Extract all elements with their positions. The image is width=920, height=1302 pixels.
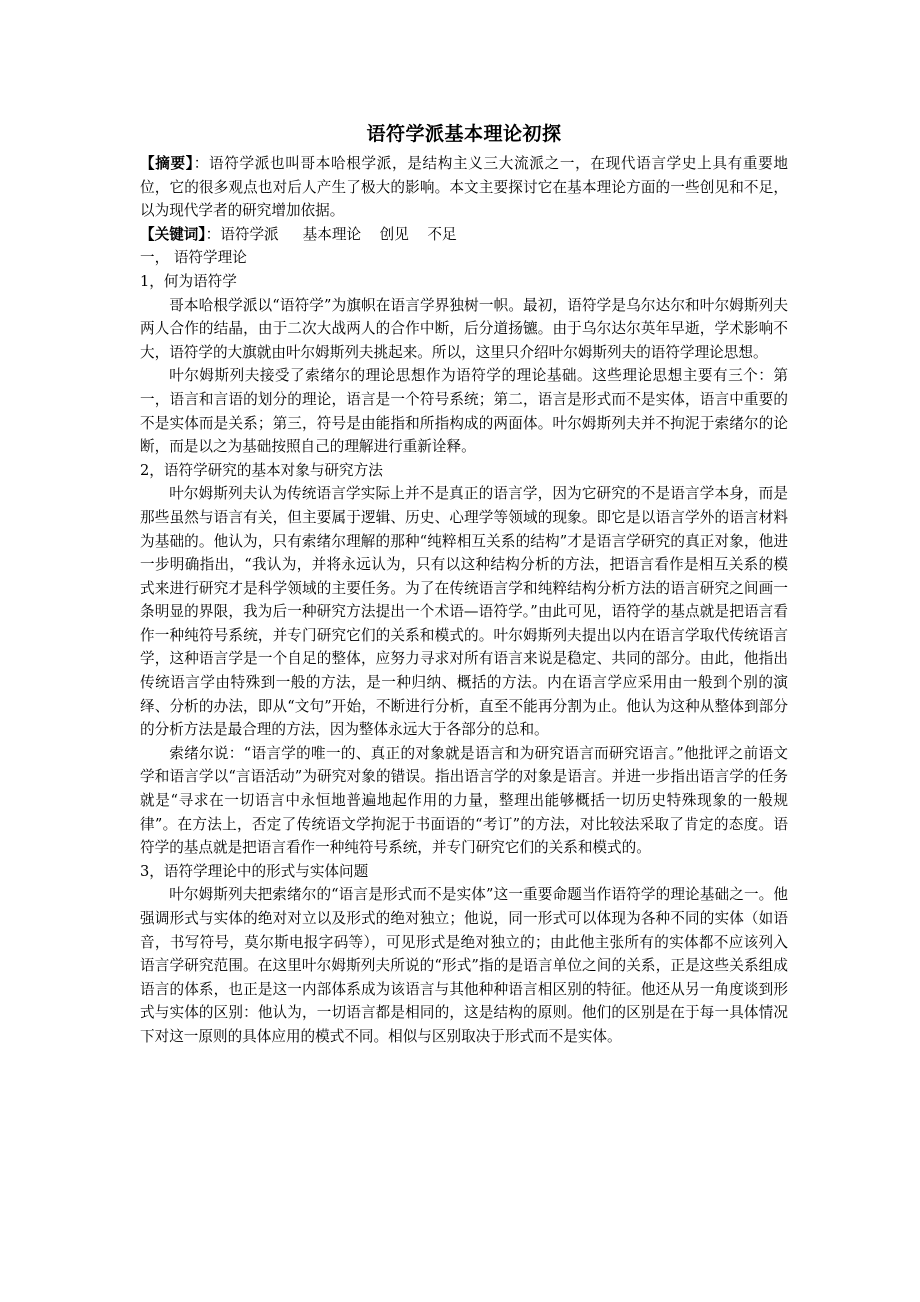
subsection-heading: 2，语符学研究的基本对象与研究方法 — [140, 461, 383, 479]
keyword: 基本理论 — [302, 225, 362, 243]
paragraph: 叶尔姆斯列夫接受了索绪尔的理论思想作为语符学的理论基础。这些理论思想主要有三个：第一，语言和言语的划分的理论，语言是一个符号系统；第二，语言是形式而不是实体，语言中重要的不是实体而是关系；第三，符号是由能指和所指构成的两面体。叶尔姆斯列夫并不拘泥于索绪尔的论断，而是以之为基础按照自己的理解进行重新诠释。 — [140, 367, 788, 456]
subsection-heading: 1，何为语符学 — [140, 272, 237, 290]
section-heading: 一， 语符学理论 — [140, 249, 247, 267]
paragraph: 叶尔姆斯列夫认为传统语言学实际上并不是真正的语言学，因为它研究的不是语言学本身，而是那些虽然与语言有关，但主要属于逻辑、历史、心理学等领域的现象。即它是以语言学外的语言材料为基础的。他认为，只有索绪尔理解的那种“纯粹相互关系的结构”才是语言学研究的真正对象，他进一步明确指出，“我认为，并将永远认为，只有以这种结构分析的方法，把语言看作是相互关系的模式来进行研究才是科学领域的主要任务。为了在传统语言学和纯粹结构分析方法的语言研究之间画一条明显的界限，我为后一种研究方法提出一个术语—语符学。”由此可见，语符学的基点就是把语言看作一种纯符号系统，并专门研究它们的关系和模式的。叶尔姆斯列夫提出以内在语言学取代传统语言学，这种语言学是一个自足的整体，应努力寻求对所有语言来说是稳定、共同的部分。由此，他指出传统语言学由特殊到一般的方法，是一种归纳、概括的方法。内在语言学应采用由一般到个别的演绎、分析的办法，即从“文句”开始，不断进行分析，直至不能再分割为止。他认为这种从整体到部分的分析方法是最合理的方法，因为整体永远大于各部分的总和。 — [140, 485, 788, 739]
abstract — [140, 152, 788, 223]
keyword: ：语符学派 — [205, 225, 279, 243]
document-page — [140, 118, 788, 1049]
paragraph: 哥本哈根学派以“语符学”为旗帜在语言学界独树一帜。最初，语符学是乌尔达尔和叶尔姆斯列夫两人合作的结晶，由于二次大战两人的合作中断，后分道扬镳。由于乌尔达尔英年早逝，学术影响不大，语符学的大旗就由叶尔姆斯列夫挑起来。所以，这里只介绍叶尔姆斯列夫的语符学理论思想。 — [140, 296, 788, 361]
paragraph: 叶尔姆斯列夫把索绪尔的“语言是形式而不是实体”这一重要命题当作语符学的理论基础之一。他强调形式与实体的绝对对立以及形式的绝对独立；他说，同一形式可以体现为各种不同的实体（如语音，书写符号，莫尔斯电报字码等），可见形式是绝对独立的；由此他主张所有的实体都不应该列入语言学研究范围。在这里叶尔姆斯列夫所说的“形式”指的是语言单位之间的关系，正是这些关系组成语言的体系，也正是这一内部体系成为该语言与其他种种语言相区别的特征。他还从另一角度谈到形式与实体的区别：他认为，一切语言都是相同的，这是结构的原则。他们的区别是在于每一具体情况下对这一原则的具体应用的模式不同。相似与区别取决于形式而不是实体。 — [140, 886, 788, 1045]
subsection-heading: 3，语符学理论中的形式与实体问题 — [140, 862, 369, 880]
document-title: 语符学派基本理论初探 — [366, 123, 562, 145]
keywords — [140, 223, 788, 247]
keyword: 不足 — [427, 225, 457, 243]
paragraph: 索绪尔说：“语言学的唯一的、真正的对象就是语言和为研究语言而研究语言。”他批评之前语文学和语言学以“言语活动”为研究对象的错误。指出语言学的对象是语言。并进一步指出语言学的任务就是“寻求在一切语言中永恒地普遍地起作用的力量，整理出能够概括一切历史特殊现象的一般规律”。在方法上，否定了传统语文学拘泥于书面语的“考订”的方法，对比较法采取了肯定的态度。语符学的基点就是把语言看作一种纯符号系统，并专门研究它们的关系和模式的。 — [140, 744, 788, 857]
keyword: 创见 — [379, 225, 409, 243]
abstract-label: 【摘要】 — [140, 155, 194, 172]
abstract-text: ：语符学派也叫哥本哈根学派，是结构主义三大流派之一，在现代语言学史上具有重要地位，它的很多观点也对后人产生了极大的影响。本文主要探讨它在基本理论方面的一些创见和不足，以为现代学者的研究增加依据。 — [140, 155, 788, 220]
keywords-label: 【关键词】 — [140, 225, 206, 243]
